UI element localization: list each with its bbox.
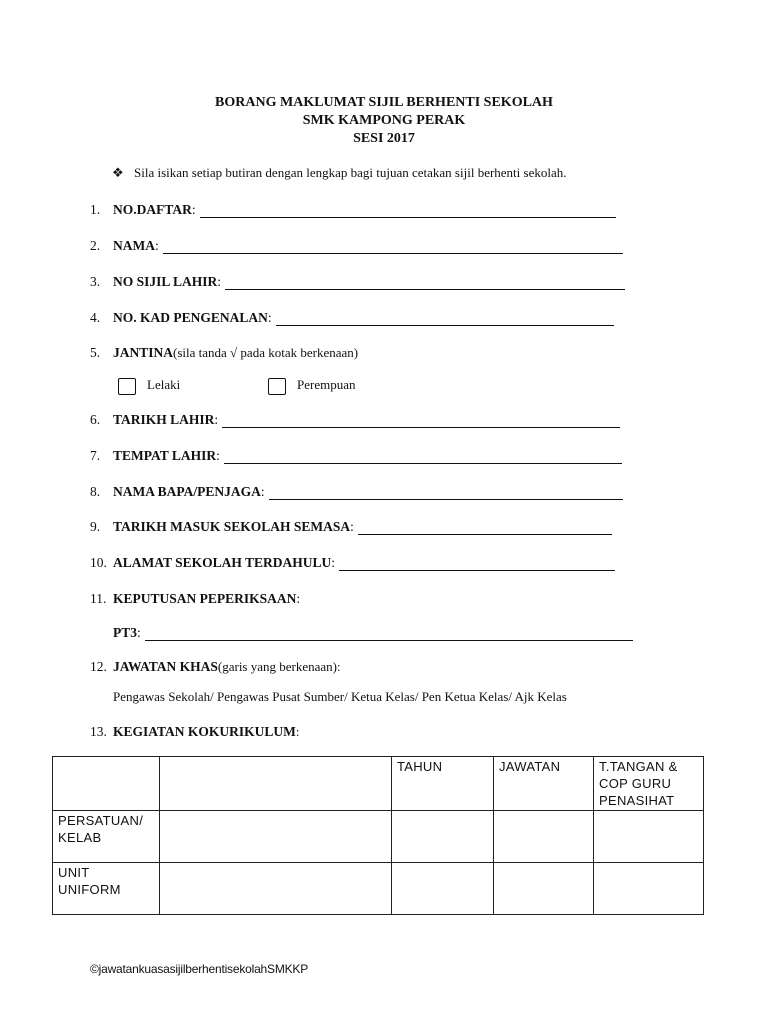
lelaki-checkbox[interactable] bbox=[118, 378, 136, 395]
field-number: 11. bbox=[90, 591, 107, 606]
field-label: NO. KAD PENGENALAN bbox=[113, 310, 268, 325]
field-label: JAWATAN KHAS bbox=[113, 659, 218, 674]
table-cell[interactable] bbox=[160, 811, 392, 863]
kokurikulum-table bbox=[52, 756, 704, 915]
field-number: 13. bbox=[90, 724, 107, 739]
field-no-daftar bbox=[90, 200, 616, 218]
nama-bapa-penjaga-input-line[interactable] bbox=[269, 485, 623, 500]
field-kegiatan-kokurikulum bbox=[90, 722, 300, 740]
field-tarikh-masuk-sekolah bbox=[90, 517, 612, 535]
field-number: 9. bbox=[90, 519, 101, 534]
alamat-sekolah-terdahulu-input-line[interactable] bbox=[339, 556, 615, 571]
tarikh-masuk-sekolah-input-line[interactable] bbox=[358, 520, 612, 535]
field-alamat-sekolah-terdahulu bbox=[90, 553, 615, 571]
field-separator: : bbox=[155, 238, 159, 253]
lelaki-label: Lelaki bbox=[147, 377, 181, 392]
table-cell[interactable] bbox=[392, 811, 494, 863]
tarikh-lahir-input-line[interactable] bbox=[222, 413, 620, 428]
table-row bbox=[53, 863, 704, 915]
instruction-text: Sila isikan setiap butiran dengan lengkap bagi tujuan cetakan sijil berhenti sekolah. bbox=[134, 165, 567, 180]
field-tarikh-lahir bbox=[90, 410, 620, 428]
field-number: 7. bbox=[90, 448, 101, 463]
field-label: PT3 bbox=[113, 625, 138, 640]
field-separator: : bbox=[191, 202, 196, 217]
table-header-cell bbox=[160, 757, 392, 811]
field-label: TARIKH LAHIR bbox=[113, 412, 215, 427]
footer-copyright: ©jawatankuasasijilberhentisekolahSMKKP bbox=[90, 962, 309, 976]
field-nama bbox=[90, 236, 623, 254]
jawatan-khas-options[interactable]: Pengawas Sekolah/ Pengawas Pusat Sumber/ Ketua Kelas/ Pen Ketua Kelas/ Ajk Kelas bbox=[113, 689, 567, 704]
row-label-persatuan: PERSATUAN/ KELAB bbox=[53, 811, 160, 863]
field-label: NO SIJIL LAHIR bbox=[113, 274, 218, 289]
field-separator: : bbox=[267, 310, 272, 325]
field-separator: : bbox=[350, 519, 354, 534]
nama-input-line[interactable] bbox=[163, 239, 623, 254]
field-number: 6. bbox=[90, 412, 101, 427]
field-jantina bbox=[90, 343, 358, 361]
perempuan-checkbox[interactable] bbox=[268, 378, 286, 395]
table-header-cell: JAWATAN bbox=[494, 757, 594, 811]
field-no-kad-pengenalan bbox=[90, 308, 614, 326]
table-cell[interactable] bbox=[494, 863, 594, 915]
perempuan-label: Perempuan bbox=[297, 377, 356, 392]
field-number: 2. bbox=[90, 238, 101, 253]
field-label: KEPUTUSAN PEPERIKSAAN bbox=[113, 591, 297, 606]
field-hint: (sila tanda √ pada kotak berkenaan) bbox=[173, 345, 359, 360]
no-daftar-input-line[interactable] bbox=[200, 203, 616, 218]
field-separator: : bbox=[331, 555, 336, 570]
field-separator: : bbox=[217, 274, 222, 289]
field-hint: (garis yang berkenaan): bbox=[217, 659, 341, 674]
table-cell[interactable] bbox=[160, 863, 392, 915]
table-header-row bbox=[53, 757, 704, 811]
table-header-cell: TAHUN bbox=[392, 757, 494, 811]
field-number: 3. bbox=[90, 274, 101, 289]
field-number: 5. bbox=[90, 345, 101, 360]
field-separator: : bbox=[137, 625, 141, 640]
field-number: 10. bbox=[90, 555, 107, 570]
table-cell[interactable] bbox=[594, 863, 704, 915]
table-header-cell: T.TANGAN & COP GURU PENASIHAT bbox=[594, 757, 704, 811]
field-separator: : bbox=[295, 724, 300, 739]
diamond-bullet-icon: ❖ bbox=[112, 165, 124, 180]
field-label: NAMA BAPA/PENJAGA bbox=[113, 484, 261, 499]
field-separator: : bbox=[260, 484, 265, 499]
field-keputusan-peperiksaan bbox=[90, 589, 304, 607]
no-kad-pengenalan-input-line[interactable] bbox=[276, 311, 614, 326]
field-number: 12. bbox=[90, 659, 107, 674]
table-header-cell bbox=[53, 757, 160, 811]
field-label: TARIKH MASUK SEKOLAH SEMASA bbox=[113, 519, 351, 534]
field-tempat-lahir bbox=[90, 446, 622, 464]
table-cell[interactable] bbox=[392, 863, 494, 915]
table-cell[interactable] bbox=[594, 811, 704, 863]
field-pt3 bbox=[113, 623, 633, 641]
field-label: KEGIATAN KOKURIKULUM bbox=[113, 724, 296, 739]
field-no-sijil-lahir bbox=[90, 272, 625, 290]
field-label: TEMPAT LAHIR bbox=[113, 448, 217, 463]
field-separator: : bbox=[214, 412, 219, 427]
field-label: JANTINA bbox=[113, 345, 174, 360]
session-label: SESI 2017 bbox=[353, 131, 415, 146]
form-title: BORANG MAKLUMAT SIJIL BERHENTI SEKOLAH bbox=[215, 95, 553, 110]
table-row bbox=[53, 811, 704, 863]
pt3-input-line[interactable] bbox=[145, 626, 633, 641]
field-separator: : bbox=[216, 448, 220, 463]
field-number: 4. bbox=[90, 310, 101, 325]
field-label: NAMA bbox=[113, 238, 155, 253]
row-label-unit-uniform: UNIT UNIFORM bbox=[53, 863, 160, 915]
field-number: 1. bbox=[90, 202, 101, 217]
field-number: 8. bbox=[90, 484, 101, 499]
field-nama-bapa-penjaga bbox=[90, 482, 623, 500]
instruction-note bbox=[112, 165, 567, 181]
table-cell[interactable] bbox=[494, 811, 594, 863]
no-sijil-lahir-input-line[interactable] bbox=[225, 275, 625, 290]
field-label: NO.DAFTAR bbox=[113, 202, 192, 217]
field-label: ALAMAT SEKOLAH TERDAHULU bbox=[113, 555, 332, 570]
field-separator: : bbox=[296, 591, 301, 606]
school-name: SMK KAMPONG PERAK bbox=[302, 113, 466, 128]
field-jawatan-khas bbox=[90, 657, 341, 675]
tempat-lahir-input-line[interactable] bbox=[224, 449, 622, 464]
